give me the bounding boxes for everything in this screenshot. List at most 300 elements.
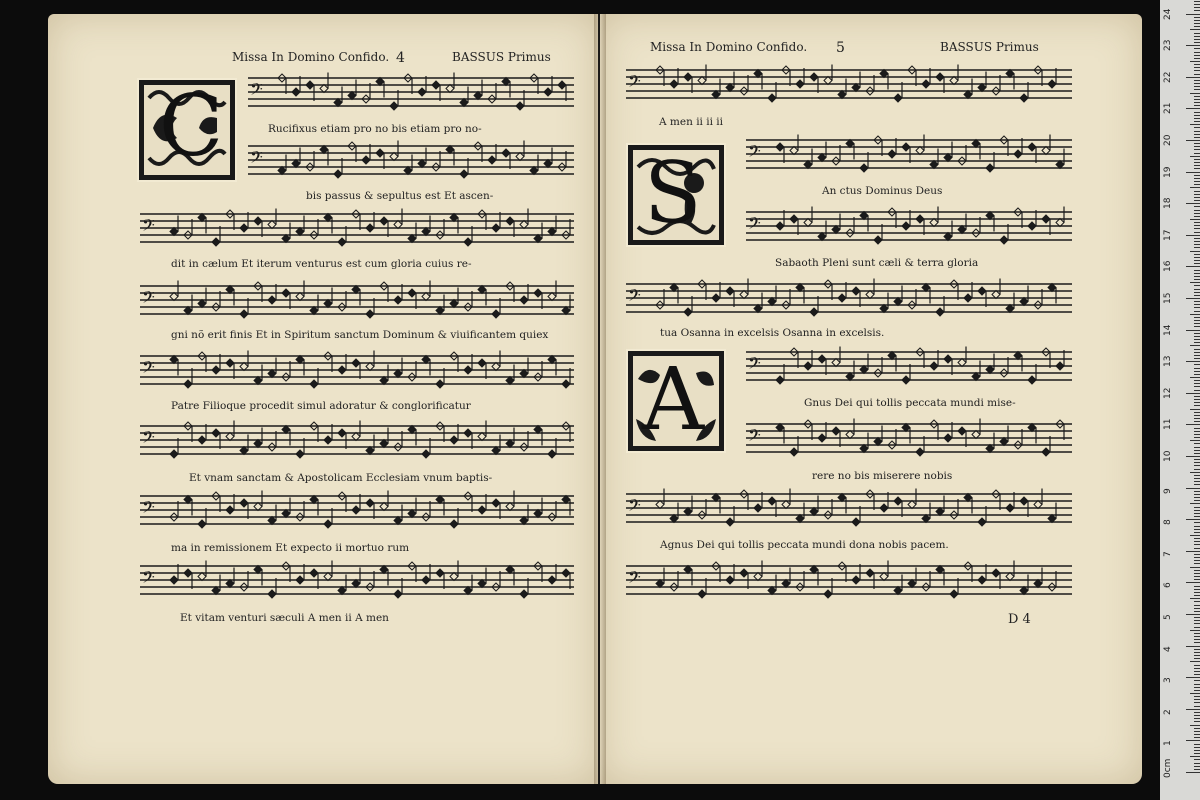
- left-music-staff: [140, 560, 574, 592]
- ruler-tick: [1194, 699, 1200, 700]
- ruler-tick: [1194, 131, 1200, 132]
- ruler-tick: [1194, 538, 1200, 539]
- ruler-tick: [1194, 507, 1200, 508]
- ruler-label: 22: [1163, 71, 1173, 83]
- ruler-tick: [1194, 279, 1200, 280]
- ruler-tick: [1194, 263, 1200, 264]
- ruler-label: 15: [1163, 292, 1173, 304]
- ruler-tick: [1194, 415, 1200, 416]
- ruler-tick: [1194, 74, 1200, 75]
- ruler-tick: [1194, 374, 1200, 375]
- ruler-tick: [1194, 118, 1200, 119]
- right-lyric-line-3: Sabaoth Pleni sunt cæli & terra gloria: [775, 257, 979, 269]
- ruler-tick: [1186, 14, 1200, 15]
- ruler-tick: [1186, 108, 1200, 109]
- ruler-tick: [1194, 579, 1200, 580]
- ruler-tick: [1194, 478, 1200, 479]
- ruler-tick: [1194, 247, 1200, 248]
- left-lyric-line-6: Et vnam sanctam & Apostolicam Ecclesiam vnum baptis-: [189, 472, 493, 484]
- ruler-tick: [1194, 96, 1200, 97]
- ruler-tick: [1190, 93, 1200, 94]
- ruler-tick: [1194, 658, 1200, 659]
- ruler-tick: [1194, 342, 1200, 343]
- ruler-tick: [1194, 143, 1200, 144]
- ruler-tick: [1190, 535, 1200, 536]
- ruler-tick: [1194, 617, 1200, 618]
- ruler-tick: [1194, 728, 1200, 729]
- ruler-tick: [1190, 219, 1200, 220]
- ruler-tick: [1194, 718, 1200, 719]
- ruler-label: 2: [1163, 709, 1173, 715]
- ruler-tick: [1194, 336, 1200, 337]
- left-music-staff: [140, 490, 574, 522]
- ruler-tick: [1194, 671, 1200, 672]
- ruler-tick: [1194, 469, 1200, 470]
- ruler-tick: [1186, 77, 1200, 78]
- right-lyric-line-5: Gnus Dei qui tollis peccata mundi mise-: [804, 397, 1016, 409]
- left-page-number: 4: [396, 50, 405, 66]
- ruler-tick: [1190, 472, 1200, 473]
- ruler-tick: [1194, 737, 1200, 738]
- ruler-tick: [1186, 646, 1200, 647]
- left-lyric-line-1: Rucifixus etiam pro no bis etiam pro no-: [268, 123, 482, 135]
- ruler-tick: [1194, 649, 1200, 650]
- left-lyric-line-5: Patre Filioque procedit simul adoratur & conglorificatur: [171, 400, 471, 412]
- ruler-tick: [1194, 295, 1200, 296]
- right-music-staff: [626, 278, 1072, 310]
- ruler-tick: [1186, 551, 1200, 552]
- ruler-tick: [1194, 747, 1200, 748]
- right-music-staff: [746, 134, 1072, 166]
- ruler-tick: [1194, 149, 1200, 150]
- ruler-label: 1: [1163, 740, 1173, 747]
- ruler-tick: [1194, 706, 1200, 707]
- ruler-tick: [1194, 206, 1200, 207]
- ruler-tick: [1194, 434, 1200, 435]
- measuring-ruler: [1160, 0, 1200, 800]
- ruler-tick: [1194, 153, 1200, 154]
- ruler-label: 14: [1163, 324, 1173, 336]
- ruler-tick: [1194, 1, 1200, 2]
- svg-text:𝄢: 𝄢: [748, 141, 761, 165]
- ruler-tick: [1194, 70, 1200, 71]
- ruler-tick: [1190, 251, 1200, 252]
- ruler-tick: [1194, 475, 1200, 476]
- ruler-tick: [1194, 712, 1200, 713]
- ruler-tick: [1194, 26, 1200, 27]
- ruler-tick: [1190, 377, 1200, 378]
- ruler-tick: [1194, 17, 1200, 18]
- ruler-label: 12: [1163, 387, 1173, 399]
- ruler-tick: [1186, 424, 1200, 425]
- ruler-tick: [1194, 526, 1200, 527]
- ruler-tick: [1194, 529, 1200, 530]
- ruler-tick: [1194, 763, 1200, 764]
- ruler-tick: [1194, 112, 1200, 113]
- ruler-tick: [1194, 200, 1200, 201]
- ruler-tick: [1194, 620, 1200, 621]
- ruler-tick: [1194, 42, 1200, 43]
- ruler-tick: [1194, 121, 1200, 122]
- ruler-tick: [1194, 500, 1200, 501]
- initial-letter-s: S: [644, 144, 702, 242]
- ruler-label: 20: [1163, 134, 1173, 146]
- ruler-tick: [1194, 605, 1200, 606]
- ruler-tick: [1186, 709, 1200, 710]
- ruler-tick: [1194, 608, 1200, 609]
- left-lyric-line-3: dit in cælum Et iterum venturus est cum gloria cuius re-: [171, 258, 472, 270]
- ruler-tick: [1194, 759, 1200, 760]
- ruler-label: 18: [1163, 197, 1173, 210]
- ruler-tick: [1194, 364, 1200, 365]
- right-lyric-line-2: An ctus Dominus Deus: [822, 185, 943, 197]
- ruler-tick: [1194, 257, 1200, 258]
- ruler-tick: [1194, 497, 1200, 498]
- left-header-title: Missa In Domino Confido.: [232, 50, 390, 64]
- ruler-tick: [1194, 453, 1200, 454]
- ruler-tick: [1194, 105, 1200, 106]
- right-music-staff: [626, 560, 1072, 592]
- ruler-tick: [1186, 740, 1200, 741]
- ruler-label: 0cm: [1163, 758, 1173, 778]
- ruler-label: 13: [1163, 355, 1173, 368]
- right-lyric-line-4: tua Osanna in excelsis Osanna in excelsis.: [660, 327, 885, 339]
- ruler-label: 19: [1163, 166, 1173, 178]
- ruler-tick: [1190, 61, 1200, 62]
- ruler-tick: [1190, 156, 1200, 157]
- right-lyric-line-1: A men ii ii ii: [659, 116, 724, 128]
- ruler-tick: [1194, 184, 1200, 185]
- ruler-tick: [1194, 260, 1200, 261]
- ruler-tick: [1194, 254, 1200, 255]
- ruler-tick: [1194, 320, 1200, 321]
- right-header-part: BASSUS Primus: [940, 40, 1039, 54]
- ruler-tick: [1194, 80, 1200, 81]
- ruler-tick: [1194, 276, 1200, 277]
- ruler-tick: [1194, 544, 1200, 545]
- ruler-tick: [1186, 488, 1200, 489]
- ruler-tick: [1194, 10, 1200, 11]
- right-music-staff: [746, 346, 1072, 378]
- left-music-staff: [248, 140, 574, 172]
- ruler-tick: [1194, 437, 1200, 438]
- ruler-tick: [1194, 228, 1200, 229]
- ruler-tick: [1194, 23, 1200, 24]
- left-lyric-line-2: bis passus & sepultus est Et ascen-: [306, 190, 494, 202]
- ruler-tick: [1194, 178, 1200, 179]
- ruler-tick: [1194, 181, 1200, 182]
- ruler-tick: [1186, 519, 1200, 520]
- ruler-tick: [1194, 459, 1200, 460]
- ruler-tick: [1194, 33, 1200, 34]
- ruler-tick: [1194, 481, 1200, 482]
- ruler-tick: [1194, 652, 1200, 653]
- ruler-tick: [1190, 29, 1200, 30]
- left-music-staff: [248, 72, 574, 104]
- ruler-tick: [1194, 633, 1200, 634]
- ruler-tick: [1194, 447, 1200, 448]
- ruler-tick: [1186, 361, 1200, 362]
- ruler-tick: [1186, 298, 1200, 299]
- ruler-tick: [1190, 187, 1200, 188]
- ruler-tick: [1194, 99, 1200, 100]
- svg-text:𝄢: 𝄢: [628, 71, 641, 95]
- ruler-tick: [1194, 627, 1200, 628]
- ruler-tick: [1190, 314, 1200, 315]
- ruler-label: 4: [1163, 645, 1173, 652]
- ruler-tick: [1194, 532, 1200, 533]
- ruler-tick: [1194, 611, 1200, 612]
- ruler-tick: [1194, 333, 1200, 334]
- ruler-tick: [1194, 64, 1200, 65]
- ruler-tick: [1194, 115, 1200, 116]
- ruler-tick: [1194, 89, 1200, 90]
- svg-text:𝄢: 𝄢: [142, 567, 155, 591]
- ruler-tick: [1194, 386, 1200, 387]
- ruler-tick: [1194, 86, 1200, 87]
- right-page-number: 5: [836, 40, 845, 56]
- ruler-tick: [1194, 522, 1200, 523]
- ruler-tick: [1194, 83, 1200, 84]
- ruler-tick: [1194, 639, 1200, 640]
- ruler-tick: [1194, 402, 1200, 403]
- ruler-tick: [1194, 769, 1200, 770]
- ruler-tick: [1194, 690, 1200, 691]
- ruler-tick: [1194, 102, 1200, 103]
- ruler-tick: [1194, 548, 1200, 549]
- initial-letter-a: A: [642, 350, 705, 450]
- ruler-tick: [1194, 273, 1200, 274]
- left-music-staff: [140, 208, 574, 240]
- ruler-label: 17: [1163, 229, 1173, 241]
- svg-text:𝄢: 𝄢: [142, 215, 155, 239]
- ruler-tick: [1194, 516, 1200, 517]
- ruler-tick: [1194, 380, 1200, 381]
- ruler-tick: [1194, 137, 1200, 138]
- ruler-tick: [1194, 358, 1200, 359]
- svg-text:𝄢: 𝄢: [748, 425, 761, 449]
- ruler-tick: [1194, 450, 1200, 451]
- ruler-tick: [1186, 266, 1200, 267]
- ruler-tick: [1194, 570, 1200, 571]
- ruler-tick: [1194, 687, 1200, 688]
- ruler-tick: [1194, 399, 1200, 400]
- ruler-tick: [1194, 696, 1200, 697]
- ruler-tick: [1186, 772, 1200, 773]
- ruler-tick: [1194, 323, 1200, 324]
- left-music-staff: [140, 280, 574, 312]
- woodcut-initial-c: [137, 78, 237, 182]
- right-lyric-line-7: Agnus Dei qui tollis peccata mundi dona nobis pacem.: [660, 539, 949, 551]
- ruler-tick: [1194, 289, 1200, 290]
- ruler-tick: [1194, 462, 1200, 463]
- svg-text:𝄢: 𝄢: [628, 567, 641, 591]
- ruler-tick: [1194, 232, 1200, 233]
- ruler-tick: [1194, 270, 1200, 271]
- ruler-label: 16: [1163, 260, 1173, 273]
- ruler-tick: [1194, 7, 1200, 8]
- right-music-staff: [746, 418, 1072, 450]
- ruler-tick: [1194, 734, 1200, 735]
- ruler-label: 21: [1163, 102, 1173, 115]
- ruler-tick: [1194, 165, 1200, 166]
- ruler-tick: [1194, 665, 1200, 666]
- svg-text:𝄢: 𝄢: [142, 497, 155, 521]
- ruler-tick: [1186, 45, 1200, 46]
- ruler-tick: [1194, 412, 1200, 413]
- signature-mark: D 4: [1008, 612, 1031, 627]
- ruler-tick: [1194, 513, 1200, 514]
- ruler-tick: [1194, 36, 1200, 37]
- ruler-tick: [1194, 39, 1200, 40]
- ruler-tick: [1194, 431, 1200, 432]
- ruler-tick: [1194, 304, 1200, 305]
- ruler-tick: [1186, 456, 1200, 457]
- ruler-tick: [1190, 661, 1200, 662]
- svg-text:𝄢: 𝄢: [748, 213, 761, 237]
- ruler-label: 11: [1163, 418, 1173, 431]
- ruler-tick: [1194, 383, 1200, 384]
- ruler-tick: [1194, 67, 1200, 68]
- ruler-tick: [1190, 567, 1200, 568]
- ruler-tick: [1186, 677, 1200, 678]
- ruler-tick: [1194, 339, 1200, 340]
- ruler-tick: [1194, 396, 1200, 397]
- ruler-tick: [1194, 491, 1200, 492]
- ruler-tick: [1194, 576, 1200, 577]
- ruler-label: 10: [1163, 450, 1173, 462]
- svg-text:𝄢: 𝄢: [250, 79, 263, 103]
- ruler-tick: [1194, 715, 1200, 716]
- ruler-tick: [1190, 598, 1200, 599]
- ruler-tick: [1194, 731, 1200, 732]
- ruler-tick: [1194, 510, 1200, 511]
- ruler-tick: [1194, 443, 1200, 444]
- ruler-tick: [1194, 428, 1200, 429]
- ruler-tick: [1194, 484, 1200, 485]
- ruler-tick: [1186, 582, 1200, 583]
- ruler-tick: [1186, 203, 1200, 204]
- svg-text:𝄢: 𝄢: [250, 147, 263, 171]
- ruler-tick: [1186, 393, 1200, 394]
- ruler-tick: [1194, 4, 1200, 5]
- ruler-tick: [1194, 684, 1200, 685]
- ruler-tick: [1190, 693, 1200, 694]
- ruler-tick: [1194, 636, 1200, 637]
- ruler-label: 6: [1163, 582, 1173, 589]
- book-gutter: [594, 14, 606, 784]
- ruler-tick: [1194, 721, 1200, 722]
- ruler-tick: [1194, 241, 1200, 242]
- ruler-label: 9: [1163, 487, 1173, 494]
- ruler-tick: [1194, 586, 1200, 587]
- woodcut-initial-a: [626, 349, 726, 453]
- svg-text:𝄢: 𝄢: [142, 427, 155, 451]
- ruler-tick: [1194, 238, 1200, 239]
- ruler-tick: [1194, 355, 1200, 356]
- ruler-tick: [1194, 563, 1200, 564]
- ruler-tick: [1194, 307, 1200, 308]
- ruler-tick: [1194, 557, 1200, 558]
- ruler-tick: [1194, 371, 1200, 372]
- left-music-staff: [140, 350, 574, 382]
- ruler-tick: [1194, 326, 1200, 327]
- ruler-tick: [1194, 20, 1200, 21]
- left-lyric-line-7: ma in remissionem Et expecto ii mortuo rum: [171, 542, 410, 554]
- ruler-label: 24: [1163, 8, 1173, 20]
- left-lyric-line-8: Et vitam venturi sæculi A men ii A men: [180, 612, 389, 624]
- ruler-tick: [1186, 330, 1200, 331]
- ruler-tick: [1194, 213, 1200, 214]
- ruler-tick: [1194, 592, 1200, 593]
- ruler-tick: [1194, 301, 1200, 302]
- ruler-tick: [1186, 140, 1200, 141]
- ruler-tick: [1194, 541, 1200, 542]
- ruler-tick: [1194, 680, 1200, 681]
- ruler-tick: [1190, 440, 1200, 441]
- ruler-tick: [1194, 317, 1200, 318]
- ruler-tick: [1194, 222, 1200, 223]
- ruler-tick: [1194, 216, 1200, 217]
- ruler-tick: [1194, 52, 1200, 53]
- ruler-tick: [1194, 595, 1200, 596]
- ruler-tick: [1194, 589, 1200, 590]
- ruler-tick: [1194, 134, 1200, 135]
- ruler-tick: [1194, 210, 1200, 211]
- right-lyric-line-6: rere no bis miserere nobis: [812, 470, 953, 482]
- ruler-tick: [1194, 494, 1200, 495]
- ruler-tick: [1194, 349, 1200, 350]
- svg-text:𝄢: 𝄢: [142, 357, 155, 381]
- ruler-tick: [1186, 172, 1200, 173]
- ruler-tick: [1194, 421, 1200, 422]
- ruler-label: 8: [1163, 519, 1173, 526]
- ruler-tick: [1190, 124, 1200, 125]
- ruler-tick: [1190, 756, 1200, 757]
- left-lyric-line-4: gni nõ erit finis Et in Spiritum sanctum Dominum & viuificantem quiex: [171, 329, 549, 341]
- svg-text:𝄢: 𝄢: [628, 495, 641, 519]
- ruler-tick: [1190, 409, 1200, 410]
- ruler-tick: [1194, 368, 1200, 369]
- ruler-tick: [1186, 614, 1200, 615]
- ruler-tick: [1194, 405, 1200, 406]
- ruler-tick: [1194, 766, 1200, 767]
- ruler-tick: [1194, 162, 1200, 163]
- ruler-label: 5: [1163, 614, 1173, 620]
- ruler-tick: [1186, 235, 1200, 236]
- ruler-tick: [1194, 175, 1200, 176]
- ruler-label: 3: [1163, 677, 1173, 684]
- initial-letter-c: C: [159, 77, 224, 175]
- ruler-tick: [1194, 744, 1200, 745]
- ruler-tick: [1194, 146, 1200, 147]
- left-header-part: BASSUS Primus: [452, 50, 551, 64]
- ruler-tick: [1190, 630, 1200, 631]
- ruler-tick: [1194, 194, 1200, 195]
- ruler-tick: [1190, 503, 1200, 504]
- ruler-tick: [1194, 352, 1200, 353]
- ruler-tick: [1194, 225, 1200, 226]
- ruler-tick: [1194, 311, 1200, 312]
- ruler-tick: [1194, 191, 1200, 192]
- ruler-tick: [1194, 560, 1200, 561]
- ruler-tick: [1194, 642, 1200, 643]
- ruler-tick: [1194, 465, 1200, 466]
- ruler-tick: [1190, 345, 1200, 346]
- ruler-tick: [1194, 244, 1200, 245]
- ruler-tick: [1194, 55, 1200, 56]
- ruler-tick: [1194, 702, 1200, 703]
